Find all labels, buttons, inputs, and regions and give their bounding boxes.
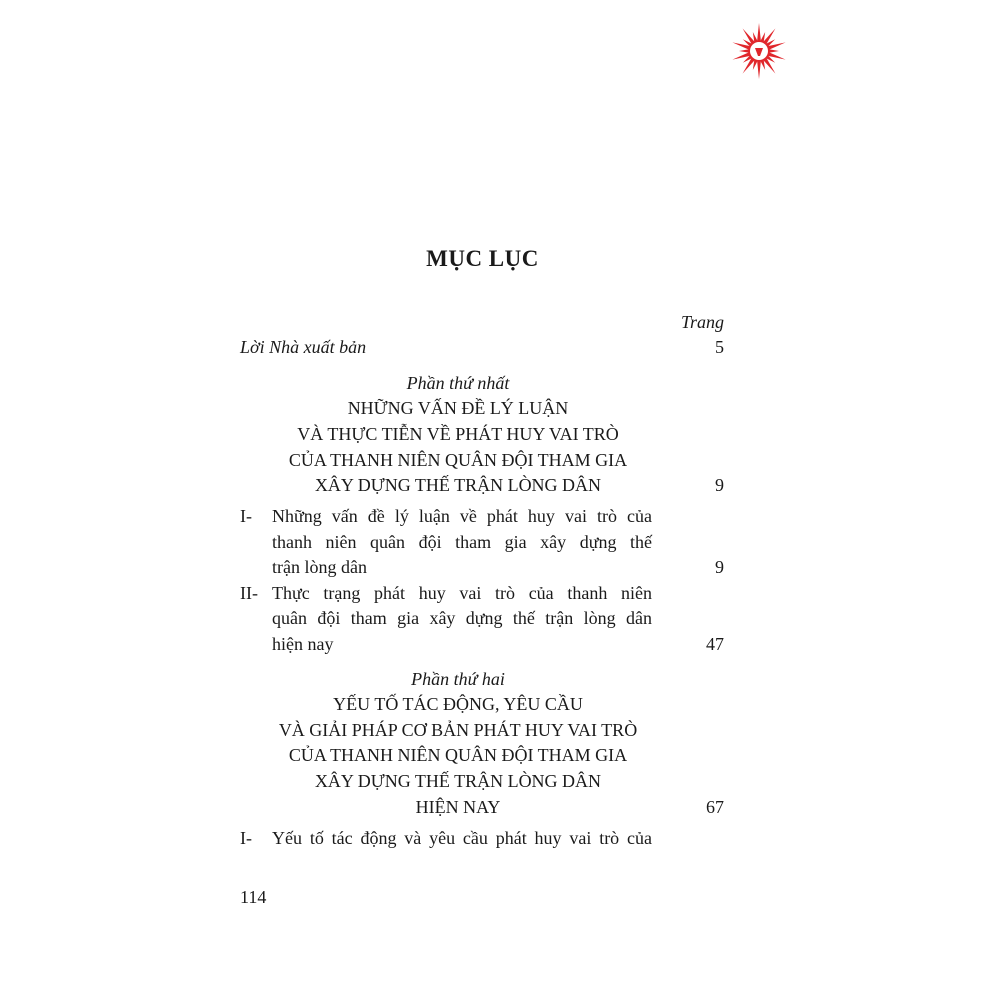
logo-petal (757, 58, 761, 79)
page-number: 114 (240, 887, 267, 907)
section-number: I- (240, 828, 252, 848)
section-title-line: thanh niên quân đội tham gia xây dựng thế (272, 532, 652, 552)
preface-entry: Lời Nhà xuất bản (240, 337, 367, 357)
part2-page: 67 (706, 797, 724, 817)
section-title-line: trận lòng dân (272, 557, 367, 577)
part2-heading-line: HIỆN NAY (415, 797, 501, 817)
part2-heading-line: XÂY DỰNG THẾ TRẬN LÒNG DÂN (314, 771, 602, 791)
part2-heading-line: YẾU TỐ TÁC ĐỘNG, YÊU CẦU (333, 694, 583, 714)
part1-heading-line: VÀ THỰC TIỄN VỀ PHÁT HUY VAI TRÒ (297, 424, 619, 444)
section-title-line: quân đội tham gia xây dựng thế trận lòng dân (272, 608, 652, 628)
section-number: I- (240, 506, 252, 526)
page-title: MỤC LỤC (426, 246, 539, 271)
part2-heading-line: CỦA THANH NIÊN QUÂN ĐỘI THAM GIA (288, 745, 628, 765)
part1-label: Phần thứ nhất (406, 373, 510, 393)
section-title-line: Thực trạng phát huy vai trò của thanh niên (272, 583, 652, 603)
section-title-line: hiện nay (272, 634, 334, 654)
section-title-line: Những vấn đề lý luận về phát huy vai trò của (272, 506, 652, 526)
section-page: 9 (715, 557, 724, 577)
preface-page: 5 (715, 337, 724, 357)
page-column-header: Trang (680, 312, 724, 332)
section-title-line: Yếu tố tác động và yêu cầu phát huy vai trò của (272, 828, 652, 848)
part1-page: 9 (715, 475, 724, 495)
part1-heading-line: CỦA THANH NIÊN QUÂN ĐỘI THAM GIA (288, 450, 628, 470)
part1-heading-line: XÂY DỰNG THẾ TRẬN LÒNG DÂN (314, 475, 602, 495)
logo-petal (757, 23, 761, 44)
publisher-logo (728, 22, 790, 80)
part1-heading-line: NHỮNG VẤN ĐỀ LÝ LUẬN (347, 398, 569, 418)
part2-label: Phần thứ hai (411, 669, 505, 689)
section-page: 47 (706, 634, 724, 654)
section-number: II- (240, 583, 258, 603)
part2-heading-line: VÀ GIẢI PHÁP CƠ BẢN PHÁT HUY VAI TRÒ (278, 720, 638, 740)
